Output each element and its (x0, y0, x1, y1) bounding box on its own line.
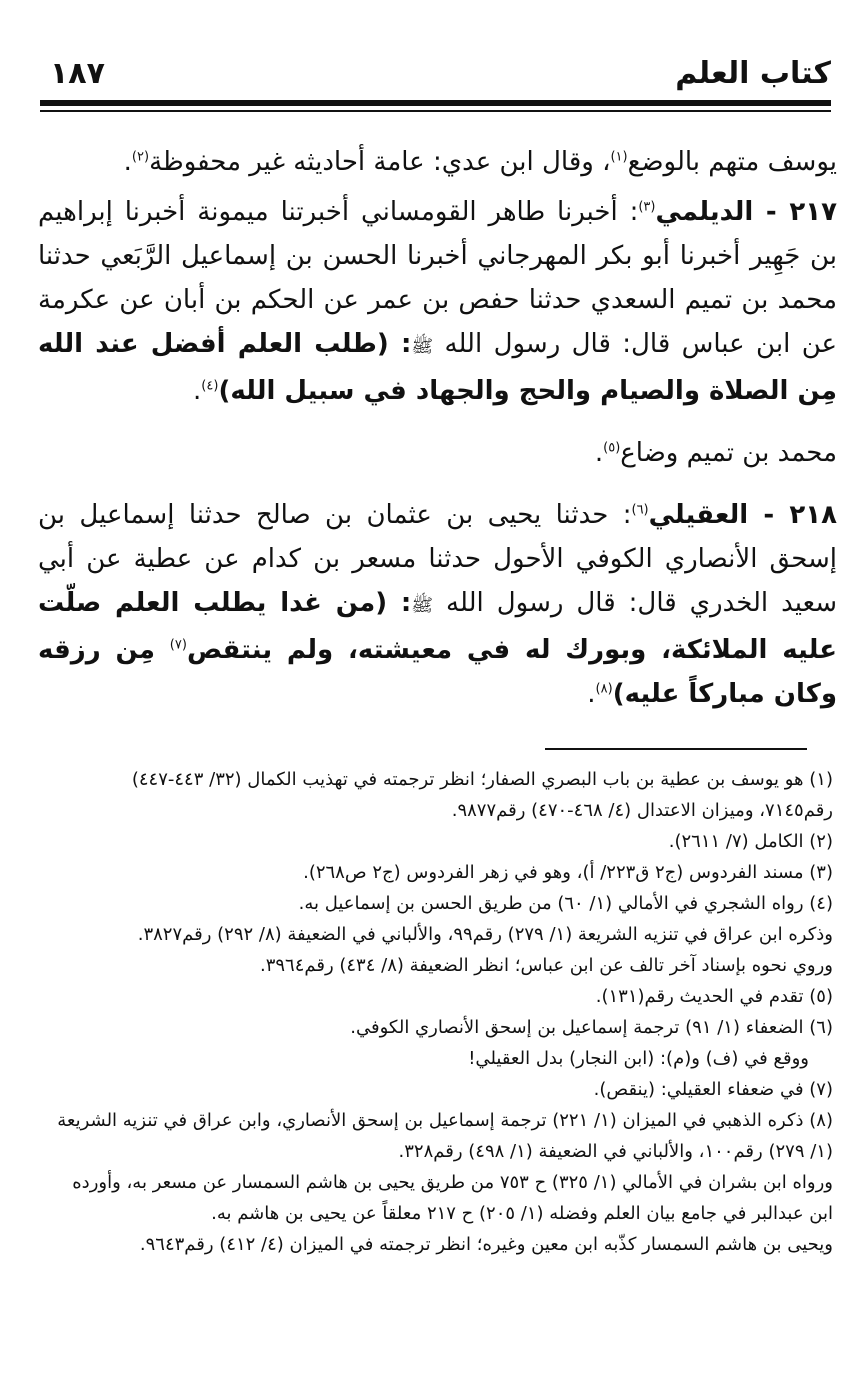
footnotes (44, 764, 833, 1260)
footnote-line: ورواه ابن بشران في الأمالي (١/ ٣٢٥) ح ٧٥٣ من طريق يحيى بن هاشم السمسار عن مسعر به، وأورده (72, 1172, 833, 1193)
footnote-line: (٧) في ضعفاء العقيلي: (ينقص). (593, 1079, 833, 1100)
hadith-text: : (من غدا يطلب العلم صلّت عليه الملائكة، وبورك له في معيشته، ولم ينتقص (38, 588, 838, 665)
footnote-line: ويحيى بن هاشم السمسار كذّبه ابن معين وغيره؛ انظر ترجمته في الميزان (٤/ ٤١٢) رقم٩٦٤٣. (139, 1234, 833, 1255)
salutation-glyph: ﷺ (411, 336, 434, 357)
footnote-ref: (٤) (201, 378, 219, 394)
footnote-line: (٤) رواه الشجري في الأمالي (١/ ٦٠) من طريق الحسن بن إسماعيل به. (298, 893, 833, 914)
footnote-line: (٣) مسند الفردوس (ج٢ ق٢٢٣/ أ)، وهو في زهر الفردوس (ج٢ ص٢٦٨). (303, 862, 833, 883)
salutation-glyph: ﷺ (411, 595, 434, 616)
footnote-ref: (٢) (131, 149, 150, 165)
footnote-line: رقم٧١٤٥، وميزان الاعتدال (٤/ ٤٦٨-٤٧٠) رقم٩٨٧٧. (451, 800, 833, 821)
footnote-ref: (٦) (631, 502, 649, 518)
hadith-text: : (طلب العلم أفضل عند الله مِن الصلاة والصيام والحج والجهاد في سبيل الله) (38, 329, 837, 406)
footnote-ref: (٥) (603, 440, 621, 456)
footnote-line: ووقع في (ف) و(م): (ابن النجار) بدل العقيلي! (468, 1048, 809, 1069)
header-rule-thick (40, 100, 831, 106)
narrator-note: محمد بن تميم وضاع$^{(٥)}$. (594, 438, 837, 468)
footnote-line: وروي نحوه بإسناد آخر تالف عن ابن عباس؛ انظر الضعيفة (٨/ ٤٣٤) رقم٣٩٦٤. (259, 955, 833, 976)
main-text (38, 140, 837, 716)
hadith-number: ٢١٨ - العقيلي (648, 500, 837, 530)
header-rule-thin (40, 110, 831, 112)
footnote-line: (٥) تقدم في الحديث رقم(١٣١). (595, 986, 833, 1007)
hadith-218: ٢١٨ - العقيلي$^{(٦)}$: حدثنا يحيى بن عثمان بن صالح حدثنا إسماعيل بن إسحق الأنصاري الكوفي الأحول حدثنا مسعر بن كدام عن عطية عن أبي سعيد الخدري قال: قال رسول الله ﷺ: (من غدا يطلب العلم صلّت عليه الملائكة، وبورك له في معيشته، ولم ينتقص$^{(٧)}$ مِن رزقه وكان مباركاً عليه)$^{(٨)}$. (38, 500, 838, 709)
hadith-number: ٢١٧ - الديلمي (655, 197, 837, 227)
footnote-line: ابن عبدالبر في جامع بيان العلم وفضله (١/ ٢٠٥) ح ٢١٧ معلقاً عن يحيى بن هاشم به. (211, 1203, 833, 1224)
hadith-text: مِن رزقه وكان مباركاً عليه) (38, 635, 837, 709)
hadith-217: ٢١٧ - الديلمي$^{(٣)}$: أخبرنا طاهر القومساني أخبرتنا ميمونة أخبرنا إبراهيم بن جَهِير أخبرنا أبو بكر المهرجاني أخبرنا الحسن بن إسماعيل الرَّبَعي حدثنا محمد بن تميم السعدي حدثنا حفص بن عمر عن الحكم بن أبان عن عكرمة عن ابن عباس قال: قال رسول الله ﷺ: (طلب العلم أفضل عند الله مِن الصلاة والصيام والحج والجهاد في سبيل الله)$^{(٤)}$. (38, 197, 838, 406)
footnote-line: (٢) الكامل (٧/ ٢٦١١). (668, 831, 833, 852)
footnote-ref: (١) (610, 149, 628, 165)
footnote-line: (٨) ذكره الذهبي في الميزان (١/ ٢٢١) ترجمة إسماعيل بن إسحق الأنصاري، وابن عراق في تنزيه الشريعة (57, 1110, 833, 1131)
page-number: ١٨٧ (50, 56, 105, 91)
footnote-ref: (٧) (169, 637, 187, 653)
footnote-line: (١/ ٢٧٩) رقم١٠٠، والألباني في الضعيفة (١/ ٤٩٨) رقم٣٢٨. (398, 1141, 833, 1162)
book-section-title: كتاب العلم (675, 56, 831, 91)
footnote-line: وذكره ابن عراق في تنزيه الشريعة (١/ ٢٧٩) رقم٩٩، والألباني في الضعيفة (٨/ ٢٩٢) رقم٣٨٢٧. (137, 924, 833, 945)
running-header (40, 50, 831, 98)
footnote-separator (545, 748, 807, 750)
footnote-ref: (٨) (595, 681, 613, 697)
footnote-line: (١) هو يوسف بن عطية بن باب البصري الصفار؛ انظر ترجمته في تهذيب الكمال (٣٢/ ٤٤٣-٤٤٧) (131, 769, 833, 790)
footnote-line: (٦) الضعفاء (١/ ٩١) ترجمة إسماعيل بن إسحق الأنصاري الكوفي. (350, 1017, 833, 1038)
intro-line: يوسف متهم بالوضع$^{(١)}$، وقال ابن عدي: عامة أحاديثه غير محفوظة$^{(٢)}$. (123, 147, 837, 177)
footnote-ref: (٣) (638, 199, 656, 215)
